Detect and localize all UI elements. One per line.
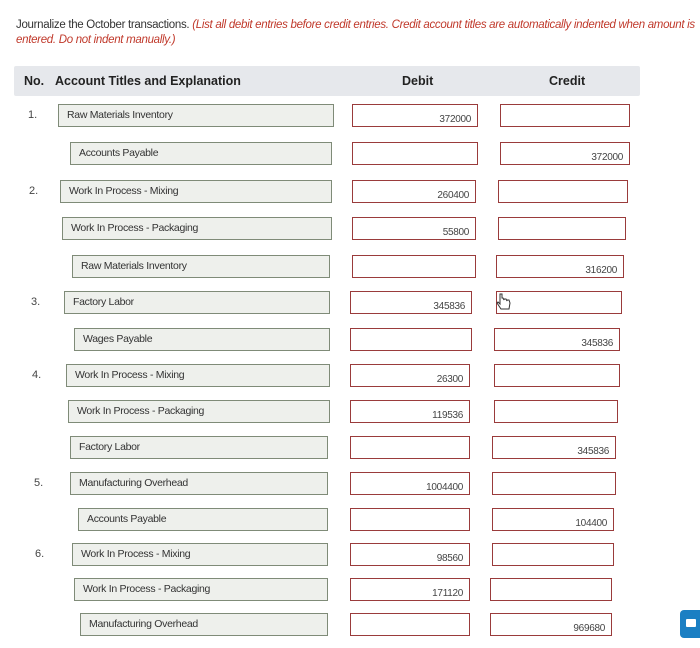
table-row: [0, 142, 700, 172]
entry-number: 5.: [34, 477, 44, 489]
account-title-input[interactable]: Manufacturing Overhead: [80, 613, 328, 636]
debit-amount-input[interactable]: 260400: [352, 180, 476, 203]
instructions: [16, 18, 696, 48]
credit-amount-input[interactable]: [490, 578, 612, 601]
account-title-input[interactable]: Raw Materials Inventory: [72, 255, 330, 278]
debit-amount-input[interactable]: [352, 142, 478, 165]
header-credit: Credit: [549, 74, 586, 88]
account-title-input[interactable]: Accounts Payable: [70, 142, 332, 165]
account-title-input[interactable]: Work In Process - Packaging: [74, 578, 328, 601]
table-row: [0, 180, 700, 210]
credit-amount-input[interactable]: [492, 472, 616, 495]
credit-amount-input[interactable]: 345836: [494, 328, 620, 351]
account-title-input[interactable]: Manufacturing Overhead: [70, 472, 328, 495]
debit-amount-input[interactable]: 372000: [352, 104, 478, 127]
table-row: [0, 436, 700, 466]
credit-amount-input[interactable]: [494, 400, 618, 423]
account-title-input[interactable]: Factory Labor: [64, 291, 330, 314]
table-header: [14, 66, 640, 96]
credit-amount-input[interactable]: [494, 364, 620, 387]
header-no: No.: [24, 74, 45, 88]
debit-amount-input[interactable]: 98560: [350, 543, 470, 566]
credit-amount-input[interactable]: 345836: [492, 436, 616, 459]
table-row: [0, 613, 700, 643]
table-row: [0, 400, 700, 430]
entry-number: 4.: [32, 369, 42, 381]
account-title-input[interactable]: Work In Process - Mixing: [66, 364, 330, 387]
debit-amount-input[interactable]: 55800: [352, 217, 476, 240]
help-widget-icon[interactable]: [680, 610, 700, 638]
debit-amount-input[interactable]: 345836: [350, 291, 472, 314]
account-title-input[interactable]: Accounts Payable: [78, 508, 328, 531]
account-title-input[interactable]: Work In Process - Packaging: [62, 217, 332, 240]
table-row: [0, 291, 700, 321]
account-title-input[interactable]: Work In Process - Mixing: [60, 180, 332, 203]
table-row: [0, 255, 700, 285]
table-row: [0, 328, 700, 358]
entry-number: 6.: [35, 548, 45, 560]
table-row: [0, 217, 700, 247]
debit-amount-input[interactable]: [350, 508, 470, 531]
hand-cursor-icon: [494, 292, 514, 312]
account-title-input[interactable]: Work In Process - Mixing: [72, 543, 328, 566]
credit-amount-input[interactable]: [496, 291, 622, 314]
credit-amount-input[interactable]: [500, 104, 630, 127]
credit-amount-input[interactable]: 969680: [490, 613, 612, 636]
header-account: Account Titles and Explanation: [55, 74, 241, 88]
table-row: [0, 104, 700, 134]
debit-amount-input[interactable]: 1004400: [350, 472, 470, 495]
entry-number: 2.: [29, 185, 39, 197]
account-title-input[interactable]: Factory Labor: [70, 436, 328, 459]
entry-number: 1.: [28, 109, 38, 121]
credit-amount-input[interactable]: 372000: [500, 142, 630, 165]
table-row: [0, 472, 700, 502]
credit-amount-input[interactable]: [492, 543, 614, 566]
account-title-input[interactable]: Wages Payable: [74, 328, 330, 351]
table-row: [0, 508, 700, 538]
credit-amount-input[interactable]: [498, 217, 626, 240]
credit-amount-input[interactable]: 104400: [492, 508, 614, 531]
debit-amount-input[interactable]: 119536: [350, 400, 470, 423]
debit-amount-input[interactable]: [350, 328, 472, 351]
instructions-lead: Journalize the October transactions.: [16, 19, 190, 31]
header-debit: Debit: [402, 74, 434, 88]
debit-amount-input[interactable]: 171120: [350, 578, 470, 601]
instructions-emphasis: (List all debit entries before credit entries. Credit account titles are automatically indented when amount is entered. Do not indent manually.): [16, 19, 695, 46]
debit-amount-input[interactable]: [352, 255, 476, 278]
table-row: [0, 578, 700, 608]
debit-amount-input[interactable]: 26300: [350, 364, 470, 387]
table-row: [0, 543, 700, 573]
entry-number: 3.: [31, 296, 41, 308]
credit-amount-input[interactable]: 316200: [496, 255, 624, 278]
account-title-input[interactable]: Work In Process - Packaging: [68, 400, 330, 423]
table-row: [0, 364, 700, 394]
account-title-input[interactable]: Raw Materials Inventory: [58, 104, 334, 127]
debit-amount-input[interactable]: [350, 436, 470, 459]
debit-amount-input[interactable]: [350, 613, 470, 636]
credit-amount-input[interactable]: [498, 180, 628, 203]
